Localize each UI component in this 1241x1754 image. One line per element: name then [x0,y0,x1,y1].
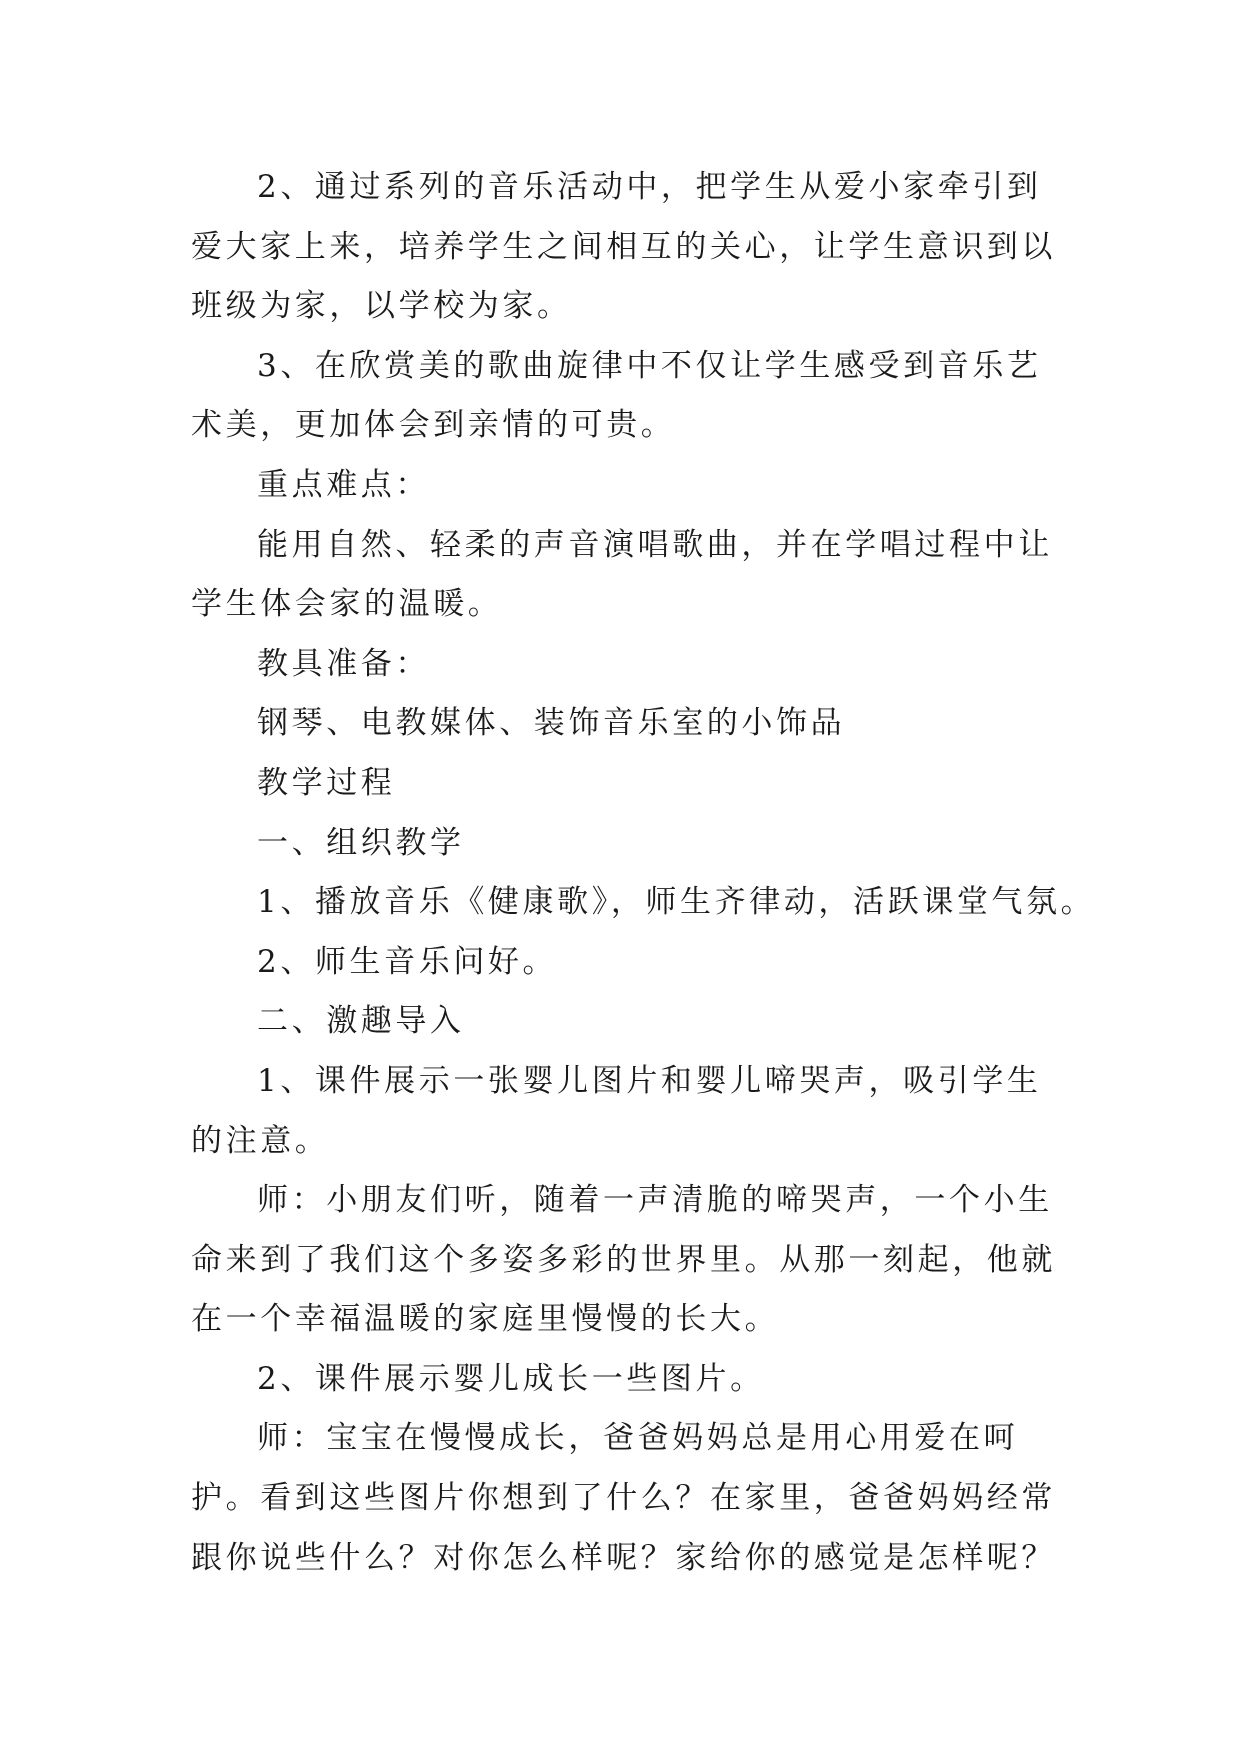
heading-teaching-aids: 教具准备： [257,645,430,682]
paragraph-growth-pictures: 2、课件展示婴儿成长一些图片。 [257,1360,765,1397]
heading-organize-class: 一、组织教学 [257,824,465,861]
heading-key-points: 重点难点： [257,466,430,503]
paragraph-teaching-aids: 钢琴、电教媒体、装饰音乐室的小饰品 [257,705,846,742]
heading-introduction: 二、激趣导入 [257,1003,465,1040]
paragraph-greeting: 2、师生音乐问好。 [257,943,558,980]
heading-teaching-process: 教学过程 [257,764,396,801]
paragraph-objective-2: 2、通过系列的音乐活动中，把学生从爱小家牵引到爱大家上来，培养学生之间相互的关心，让学生意识到以班级为家，以学校为家。 [191,169,1056,325]
paragraph-key-points: 能用自然、轻柔的声音演唱歌曲，并在学唱过程中让学生体会家的温暖。 [191,526,1053,623]
paragraph-baby-picture: 1、课件展示一张婴儿图片和婴儿啼哭声，吸引学生的注意。 [191,1062,1042,1159]
paragraph-teacher-speech-2: 师：宝宝在慢慢成长，爸爸妈妈总是用心用爱在呵护。看到这些图片你想到了什么？在家里，爸爸妈妈经常跟你说些什么？对你怎么样呢？家给你的感觉是怎样呢？ [191,1420,1056,1576]
document-body [191,158,1096,1588]
paragraph-play-music: 1、播放音乐《健康歌》，师生齐律动，活跃课堂气氛。 [257,884,1096,921]
paragraph-objective-3: 3、在欣赏美的歌曲旋律中不仅让学生感受到音乐艺术美，更加体会到亲情的可贵。 [191,347,1042,444]
paragraph-teacher-speech-1: 师：小朋友们听，随着一声清脆的啼哭声，一个小生命来到了我们这个多姿多彩的世界里。从那一刻起，他就在一个幸福温暖的家庭里慢慢的长大。 [191,1182,1056,1338]
